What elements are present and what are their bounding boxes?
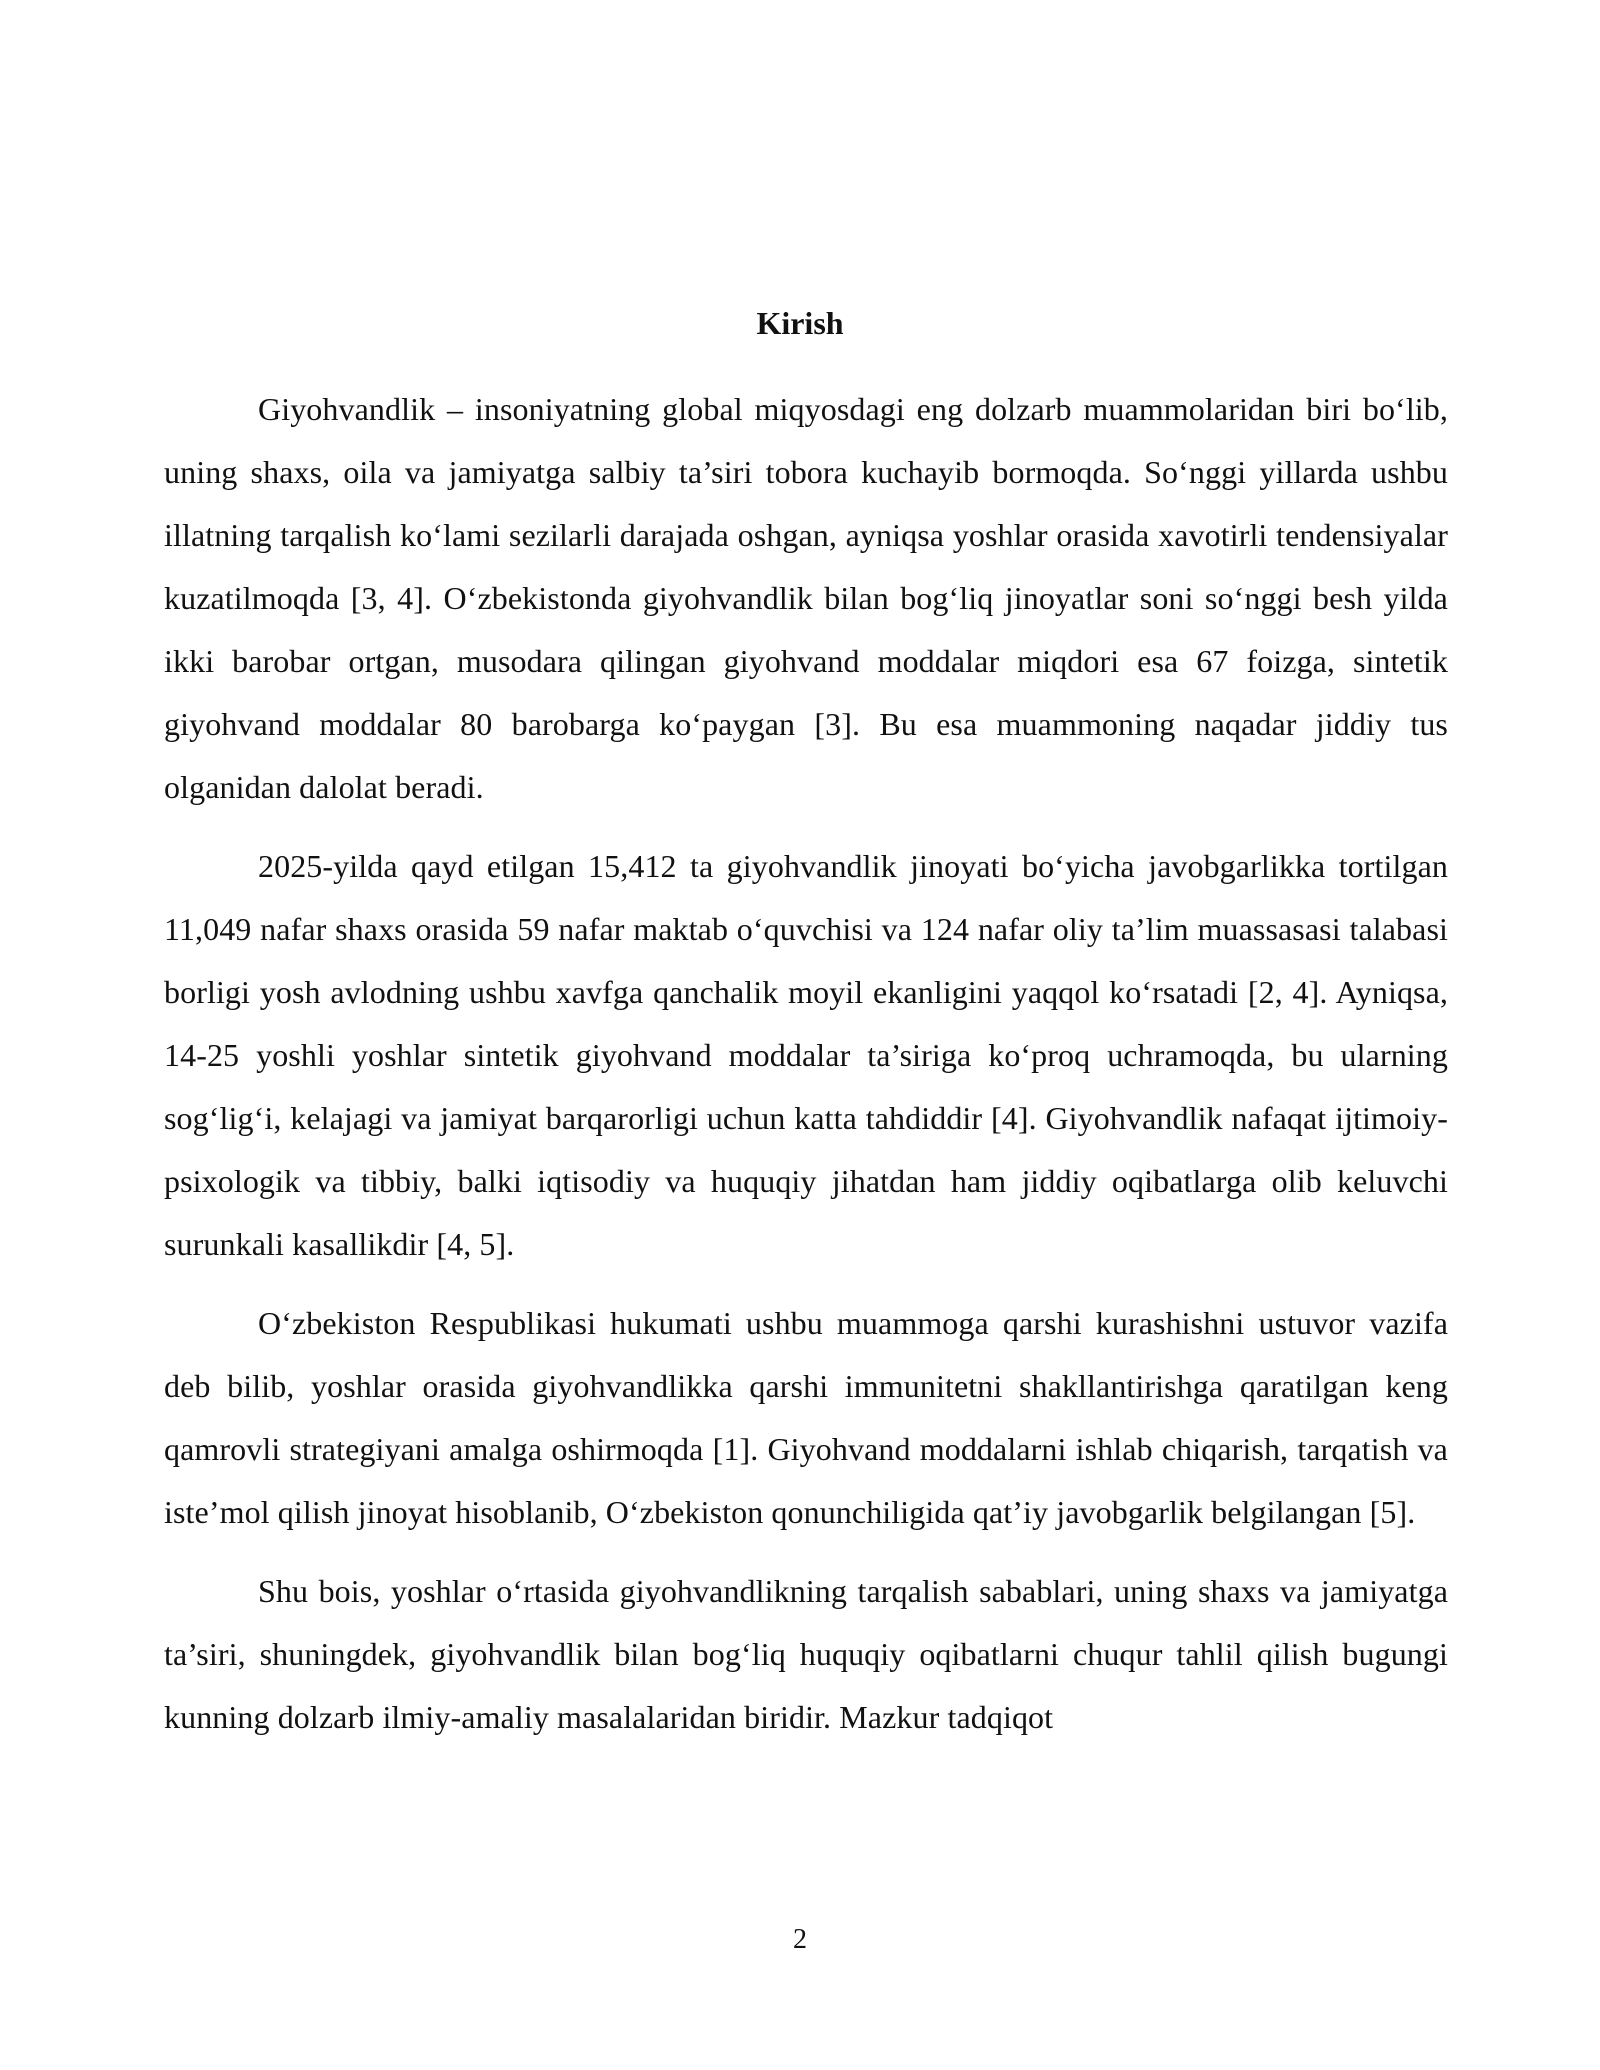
section-heading: Kirish [756, 305, 844, 341]
paragraph: 2025-yilda qayd etilgan 15,412 ta giyohvandlik jinoyati bo‘yicha javobgarlikka tortilgan 11,049 nafar shaxs orasida 59 nafar maktab o‘quvchisi va 124 nafar oliy ta’lim muassasasi talabasi borligi yosh avlodning ushbu xavfga qanchalik moyil ekanligini yaqqol ko‘rsatadi [2, 4]. Ayniqsa, 14-25 yoshli yoshlar sintetik giyohvand moddalar ta’siriga ko‘proq uchramoqda, bu ularning sog‘lig‘i, kelajagi va jamiyat barqarorligi uchun katta tahdiddir [4]. Giyohvandlik nafaqat ijtimoiy-psixologik va tibbiy, balki iqtisodiy va huquqiy jihatdan ham jiddiy oqibatlarga olib keluvchi surunkali kasallikdir [4, 5]. [164, 848, 1448, 1262]
page-number: 2 [793, 1924, 807, 1955]
paragraph: Shu bois, yoshlar o‘rtasida giyohvandlikning tarqalish sabablari, uning shaxs va jamiyatga ta’siri, shuningdek, giyohvandlik bilan bog‘liq huquqiy oqibatlarni chuqur tahlil qilish bugungi kunning dolzarb ilmiy-amaliy masalalaridan biridir. Mazkur tadqiqot [164, 1573, 1448, 1735]
body-text [164, 378, 1448, 1765]
paragraph: O‘zbekiston Respublikasi hukumati ushbu muammoga qarshi kurashishni ustuvor vazifa deb bilib, yoshlar orasida giyohvandlikka qarshi immunitetni shakllantirishga qaratilgan keng qamrovli strategiyani amalga oshirmoqda [1]. Giyohvand moddalarni ishlab chiqarish, tarqatish va iste’mol qilish jinoyat hisoblanib, O‘zbekiston qonunchiligida qat’iy javobgarlik belgilangan [5]. [164, 1305, 1448, 1530]
paragraph: Giyohvandlik – insoniyatning global miqyosdagi eng dolzarb muammolaridan biri bo‘lib, uning shaxs, oila va jamiyatga salbiy ta’siri tobora kuchayib bormoqda. So‘nggi yillarda ushbu illatning tarqalish ko‘lami sezilarli darajada oshgan, ayniqsa yoshlar orasida xavotirli tendensiyalar kuzatilmoqda [3, 4]. O‘zbekistonda giyohvandlik bilan bog‘liq jinoyatlar soni so‘nggi besh yilda ikki barobar ortgan, musodara qilingan giyohvand moddalar miqdori esa 67 foizga, sintetik giyohvand moddalar 80 barobarga ko‘paygan [3]. Bu esa muammoning naqadar jiddiy tus olganidan dalolat beradi. [164, 391, 1448, 805]
